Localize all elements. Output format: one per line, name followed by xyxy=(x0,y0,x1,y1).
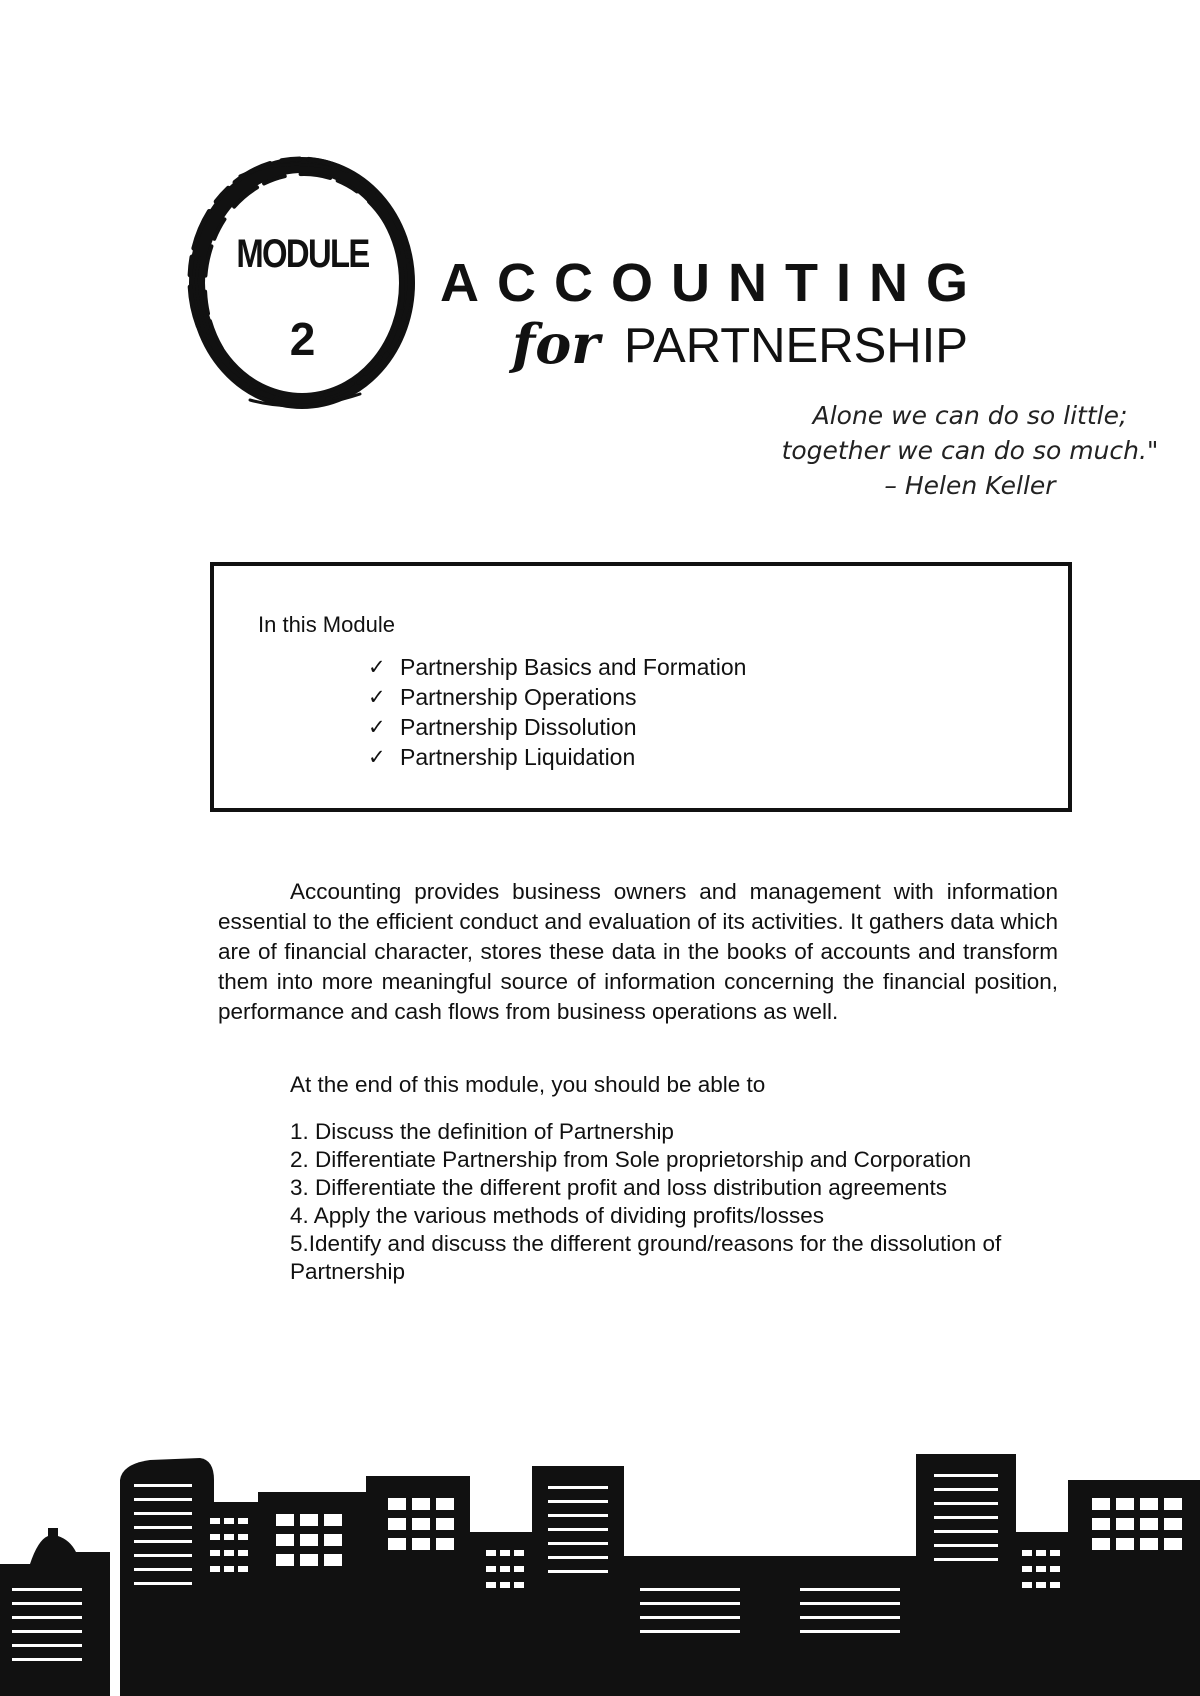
list-item: ✓ Partnership Dissolution xyxy=(368,714,637,740)
list-item: 3. Differentiate the different profit and loss distribution agreements xyxy=(290,1175,948,1200)
checkmark-icon: ✓ xyxy=(368,655,386,679)
city-skyline-icon xyxy=(0,1440,1200,1696)
module-label: MODULE xyxy=(236,232,369,276)
list-item: 1. Discuss the definition of Partnership xyxy=(290,1119,674,1144)
quote-author: – Helen Keller xyxy=(884,471,1056,500)
quote-line-2: together we can do so much." xyxy=(781,436,1159,465)
module-badge xyxy=(180,148,425,418)
list-item: ✓ Partnership Basics and Formation xyxy=(368,654,747,680)
objectives-list xyxy=(290,1118,1050,1286)
page-subtitle: PARTNERSHIP xyxy=(624,319,968,373)
brush-circle-icon xyxy=(180,148,425,418)
module-contents-box xyxy=(210,562,1072,812)
checkmark-icon: ✓ xyxy=(368,685,386,709)
module-contents-list xyxy=(368,652,746,772)
list-item: 4. Apply the various methods of dividing profits/losses xyxy=(290,1203,825,1228)
intro-paragraph: Accounting provides business owners and management with information essential to the efficient conduct and evaluation of its activities. It gathers data which are of financial character, stores these data in the books of accounts and transform them into more meaningful source of information concerning the financial position, performance and cash flows from business operations as well. xyxy=(218,879,1058,1024)
list-item: ✓ Partnership Operations xyxy=(368,684,637,710)
list-item: ✓ Partnership Liquidation xyxy=(368,744,636,770)
page-title: ACCOUNTING xyxy=(440,253,986,313)
checkmark-icon: ✓ xyxy=(368,715,386,739)
quote xyxy=(760,398,1180,503)
list-item: 2. Differentiate Partnership from Sole proprietorship and Corporation xyxy=(290,1147,972,1172)
objectives-intro: At the end of this module, you should be able to xyxy=(290,1072,766,1097)
list-item: 5.Identify and discuss the different ground/reasons for the dissolution of Partnership xyxy=(290,1231,1002,1284)
checkmark-icon: ✓ xyxy=(368,745,386,769)
quote-line-1: Alone we can do so little; xyxy=(812,401,1128,430)
module-contents-heading: In this Module xyxy=(258,612,395,637)
module-number: 2 xyxy=(289,313,316,365)
title-for-script: for xyxy=(512,312,600,376)
